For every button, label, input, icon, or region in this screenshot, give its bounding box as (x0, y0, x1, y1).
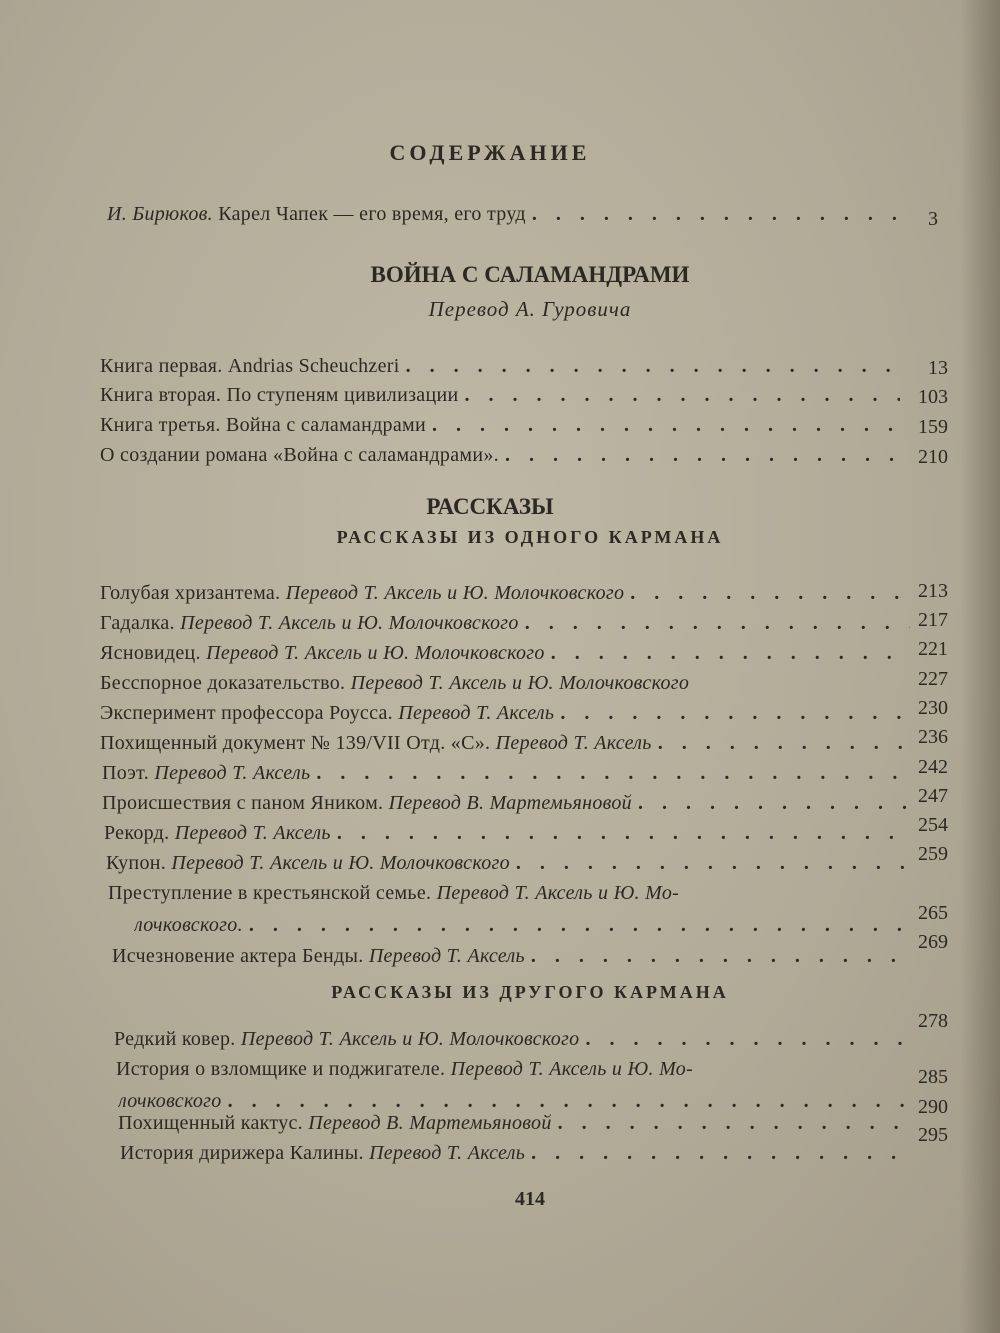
dot-leader (554, 702, 910, 725)
entry-title: Поэт. (102, 762, 150, 784)
toc-entry (120, 1142, 910, 1165)
page-ref: 242 (918, 756, 948, 778)
page-ref: 217 (918, 609, 948, 631)
page-number: 414 (515, 1188, 545, 1210)
toc-entry (118, 1112, 910, 1135)
toc-entry (102, 792, 910, 815)
entry-translator: Перевод Т. Аксель (174, 822, 331, 844)
entry-translator: Перевод Т. Аксель и Ю. Молочковского (180, 612, 519, 634)
dot-leader (519, 612, 910, 635)
toc-entry (116, 1058, 896, 1081)
toc-entry (100, 355, 900, 378)
entry-title: Преступление в крестьянской семье. (108, 882, 432, 904)
entry-title: Карел Чапек — его время, его труд (218, 203, 526, 225)
dot-leader (525, 1142, 910, 1165)
entry-title: Исчезновение актера Бенды. (112, 945, 364, 967)
entry-translator: Перевод Т. Аксель (154, 762, 311, 784)
toc-entry (100, 384, 900, 407)
dot-leader (510, 852, 910, 875)
entry-translator: Перевод В. Мартемьяновой (308, 1112, 552, 1134)
toc-entry (106, 852, 910, 875)
dot-leader (243, 914, 910, 937)
entry-translator: Перевод В. Мартемьяновой (388, 792, 632, 814)
entry-title: О создании романа «Война с саламандрами». (100, 444, 499, 466)
entry-title: История о взломщике и поджигателе. (116, 1058, 446, 1080)
entry-translator: Перевод Т. Аксель и Ю. Молочковского (285, 582, 625, 604)
page-ref: 269 (918, 931, 948, 953)
section-title-stories: РАССКАЗЫ (426, 494, 554, 519)
subsection-title-pocket1: РАССКАЗЫ ИЗ ОДНОГО КАРМАНА (336, 527, 724, 547)
dot-leader (526, 203, 907, 226)
page-ref: 210 (918, 446, 948, 468)
entry-title: Голубая хризантема. (100, 582, 281, 604)
dot-leader (652, 732, 910, 755)
entry-title: Гадалка. (100, 612, 175, 634)
toc-entry (100, 672, 910, 695)
entry-translator: Перевод Т. Аксель и Ю. Молочковского (171, 852, 510, 874)
section-title-novel: ВОЙНА С САЛАМАНДРАМИ (370, 262, 690, 287)
dot-leader (458, 384, 900, 407)
dot-leader (331, 822, 910, 845)
page-ref: 3 (928, 208, 938, 230)
entry-title: Ясновидец. (100, 642, 201, 664)
entry-title: История дирижера Калины. (120, 1142, 364, 1164)
dot-leader (525, 945, 910, 968)
entry-translator: Перевод Т. Аксель (398, 702, 555, 724)
page-ref: 290 (918, 1096, 948, 1118)
entry-title: Книга третья. Война с саламандрами (100, 414, 426, 436)
page-ref: 213 (918, 580, 948, 602)
page-ref: 227 (918, 668, 948, 690)
page-ref: 265 (918, 902, 948, 924)
entry-title: Книга вторая. По ступеням цивилизации (100, 384, 459, 406)
dot-leader (499, 444, 905, 467)
dot-leader (222, 1090, 910, 1113)
toc-entry (100, 702, 910, 725)
entry-translator: Перевод Т. Аксель (368, 945, 525, 967)
entry-translator: Перевод Т. Аксель (495, 732, 652, 754)
entry-title: Книга первая. Andrias Scheuchzeri (100, 355, 400, 377)
page-title: СОДЕРЖАНИЕ (389, 140, 591, 165)
dot-leader (632, 792, 910, 815)
entry-translator: Перевод Т. Аксель и Ю. Молочковского (350, 672, 690, 694)
toc-entry (108, 882, 898, 905)
novel-translator: Перевод А. Гуровича (428, 297, 632, 321)
author-name: И. Бирюков. (107, 203, 213, 225)
dot-leader (624, 582, 910, 605)
toc-entry (102, 762, 910, 785)
page-ref: 295 (918, 1124, 948, 1146)
entry-translator: Перевод Т. Аксель (369, 1142, 526, 1164)
toc-entry (100, 612, 910, 635)
entry-title: Похищенный документ № 139/VII Отд. «С». (100, 732, 491, 754)
toc-entry (112, 945, 910, 968)
page-ref: 285 (918, 1066, 948, 1088)
dot-leader (310, 762, 910, 785)
page-ref: 103 (918, 386, 948, 408)
dot-leader (579, 1028, 910, 1051)
toc-entry (114, 1028, 910, 1051)
toc-entry-intro (107, 203, 907, 226)
toc-entry (100, 732, 910, 755)
toc-entry (100, 414, 900, 437)
entry-title: Рекорд. (104, 822, 170, 844)
page-ref: 278 (918, 1010, 948, 1032)
dot-leader (545, 642, 910, 665)
page-ref: 247 (918, 785, 948, 807)
page-ref: 259 (918, 843, 948, 865)
toc-entry (100, 444, 905, 467)
subsection-title-pocket2: РАССКАЗЫ ИЗ ДРУГОГО КАРМАНА (331, 982, 729, 1002)
entry-title: Эксперимент профессора Роусса. (100, 702, 393, 724)
entry-title: Купон. (106, 852, 167, 874)
toc-entry (104, 822, 910, 845)
page-ref: 159 (918, 416, 948, 438)
toc-entry (100, 582, 910, 605)
dot-leader (400, 355, 900, 378)
page-ref: 254 (918, 814, 948, 836)
toc-entry-continuation (118, 1090, 910, 1113)
entry-title: Происшествия с паном Яником. (102, 792, 384, 814)
entry-title: Бесспорное доказательство. (100, 672, 346, 694)
entry-translator: Перевод Т. Аксель и Ю. Молочковского (206, 642, 545, 664)
page-ref: 221 (918, 638, 948, 660)
page-ref: 13 (928, 357, 948, 379)
entry-translator: Перевод Т. Аксель и Ю. Мо- (436, 882, 680, 904)
entry-title: Редкий ковер. (114, 1028, 236, 1050)
entry-translator-continuation: лочковского (118, 1090, 222, 1112)
entry-translator: Перевод Т. Аксель и Ю. Молочковского (240, 1028, 580, 1050)
toc-entry-continuation (134, 914, 910, 937)
entry-translator-continuation: лочковского. (134, 914, 243, 936)
page-ref: 236 (918, 726, 948, 748)
entry-title: Похищенный кактус. (118, 1112, 303, 1134)
dot-leader (426, 414, 900, 437)
toc-entry (100, 642, 910, 665)
page-ref: 230 (918, 697, 948, 719)
dot-leader (552, 1112, 910, 1135)
entry-translator: Перевод Т. Аксель и Ю. Мо- (450, 1058, 694, 1080)
